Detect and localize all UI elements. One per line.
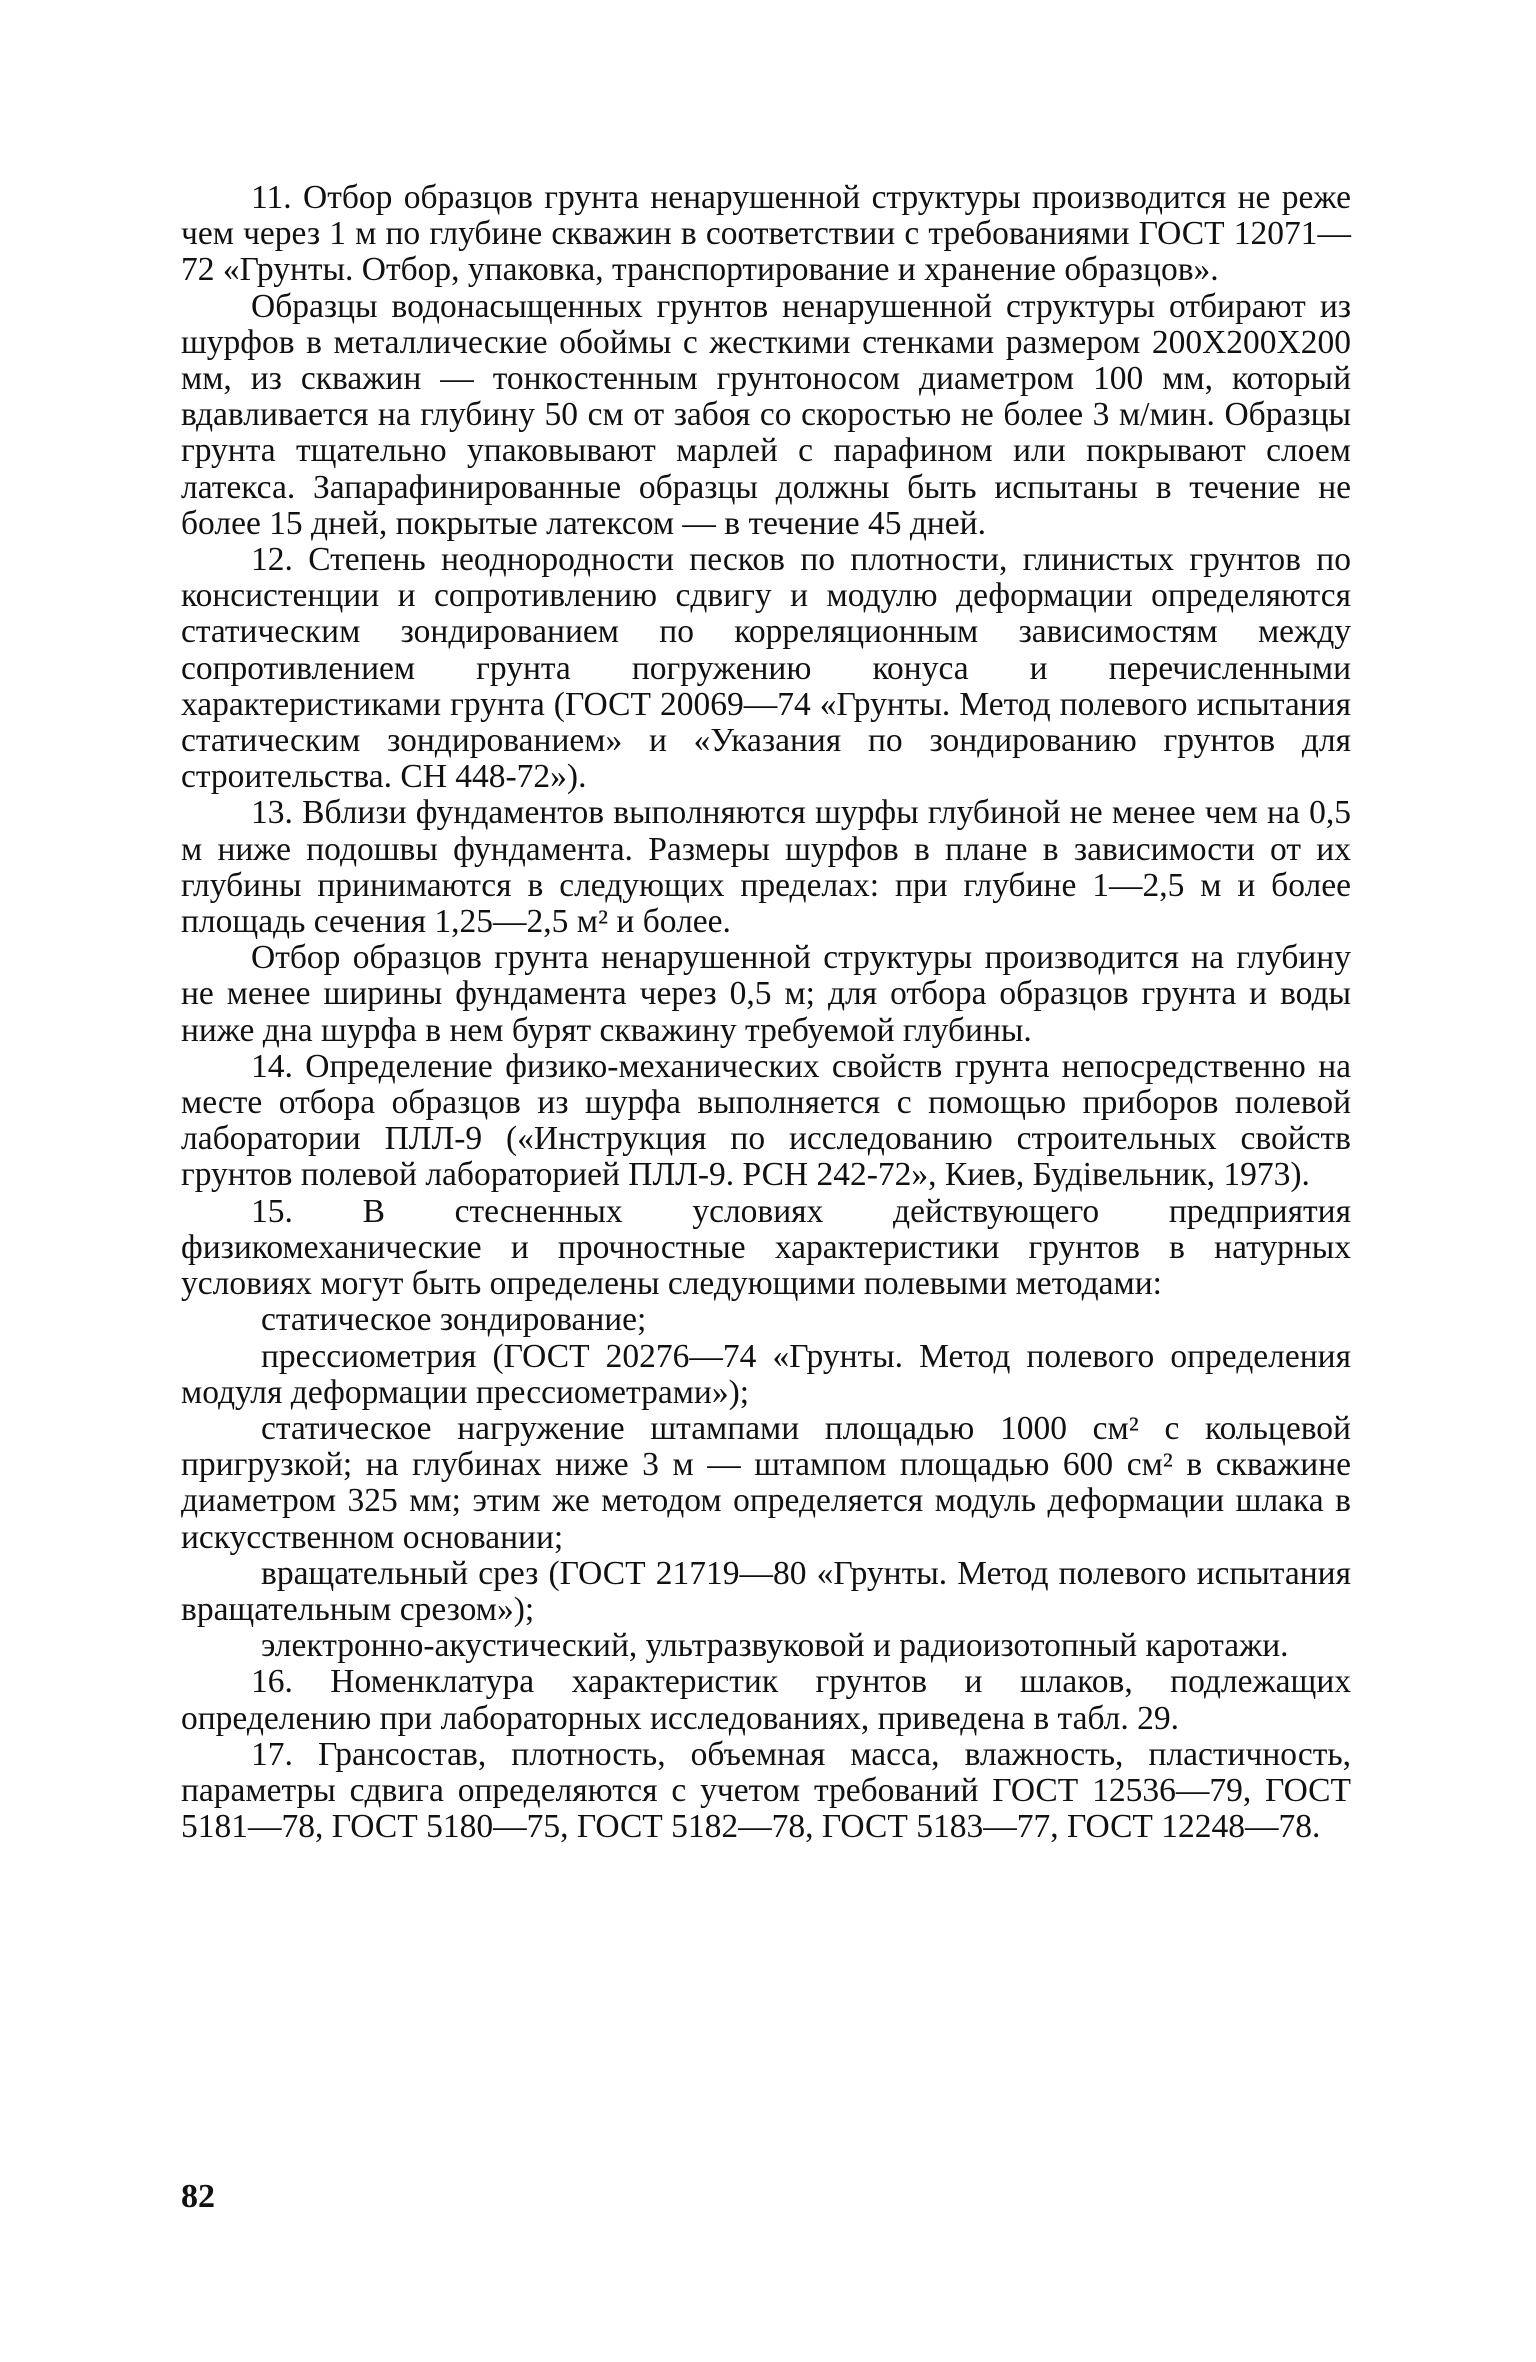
paragraph-11: 11. Отбор образцов грунта ненарушенной структуры производится не реже чем через 1 м по глубине скважин в соответствии с требованиями ГОСТ 12071—72 «Грунты. Отбор, упаковка, транспортирование и хранение образцов». — [181, 179, 1351, 289]
page-number: 82 — [181, 2178, 215, 2215]
paragraph-14: 14. Определение физико-механических свойств грунта непосредственно на месте отбора образцов из шурфа выполняется с помощью приборов полевой лаборатории ПЛЛ-9 («Инструкция по исследованию строительных свойств грунтов полевой лабораторией ПЛЛ-9. РСН 242-72», Киев, Будiвельник, 1973). — [181, 1047, 1351, 1194]
method-static-sounding: статическое зондирование; — [261, 1301, 647, 1339]
method-pressuremeter: прессиометрия (ГОСТ 20276—74 «Грунты. Метод полевого определения модуля деформации прессиометрами»); — [181, 1337, 1351, 1411]
paragraph-16: 16. Номенклатура характеристик грунтов и шлаков, подлежащих определению при лабораторных исследованиях, приведена в табл. 29. — [181, 1663, 1351, 1737]
paragraph-17: 17. Грансостав, плотность, объемная масса, влажность, пластичность, параметры сдвига определяются с учетом требований ГОСТ 12536—79, ГОСТ 5181—78, ГОСТ 5180—75, ГОСТ 5182—78, ГОСТ 5183—77, ГОСТ 12248—78. — [181, 1735, 1351, 1846]
method-vane-shear: вращательный срез (ГОСТ 21719—80 «Грунты. Метод полевого испытания вращательным срезом»); — [181, 1554, 1351, 1628]
body-text — [181, 180, 1351, 1845]
paragraph-12: 12. Степень неоднородности песков по плотности, глинистых грунтов по консистенции и сопротивлению сдвигу и модулю деформации определяются статическим зондированием по корреляционным зависимостям между сопротивлением грунта погружению конуса и перечисленными характеристиками грунта (ГОСТ 20069—74 «Грунты. Метод полевого испытания статическим зондированием» и «Указания по зондированию грунтов для строительства. СН 448-72»). — [181, 541, 1351, 796]
method-logging: электронно-акустический, ультразвуковой и радиоизотопный каротажи. — [261, 1627, 1289, 1665]
paragraph-13-continued: Отбор образцов грунта ненарушенной структуры производится на глубину не менее ширины фундамента через 0,5 м; для отбора образцов грунта и воды ниже дна шурфа в нем бурят скважину требуемой глубины. — [181, 939, 1351, 1049]
paragraph-15: 15. В стесненных условиях действующего предприятия физикомеханические и прочностные характеристики грунтов в натурных условиях могут быть определены следующими полевыми методами: — [181, 1192, 1351, 1303]
paragraph-13: 13. Вблизи фундаментов выполняются шурфы глубиной не менее чем на 0,5 м ниже подошвы фундамента. Размеры шурфов в плане в зависимости от их глубины принимаются в следующих пределах: при глубине 1—2,5 м и более площадь сечения 1,25—2,5 м² и более. — [181, 794, 1351, 941]
paragraph-11-continued: Образцы водонасыщенных грунтов ненарушенной структуры отбирают из шурфов в металлические обоймы с жесткими стенками размером 200Х200Х200 мм, из скважин — тонкостенным грунтоносом диаметром 100 мм, который вдавливается на глубину 50 см от забоя со скоростью не более 3 м/мин. Образцы грунта тщательно упаковывают марлей с парафином или покрывают слоем латекса. Запарафинированные образцы должны быть испытаны в течение не более 15 дней, покрытые латексом — в течение 45 дней. — [181, 287, 1351, 542]
method-plate-loading: статическое нагружение штампами площадью 1000 см² с кольцевой пригрузкой; на глубинах ниже 3 м — штампом площадью 600 см² в скважине диаметром 325 мм; этим же методом определяется модуль деформации шлака в искусственном основании; — [181, 1409, 1351, 1556]
